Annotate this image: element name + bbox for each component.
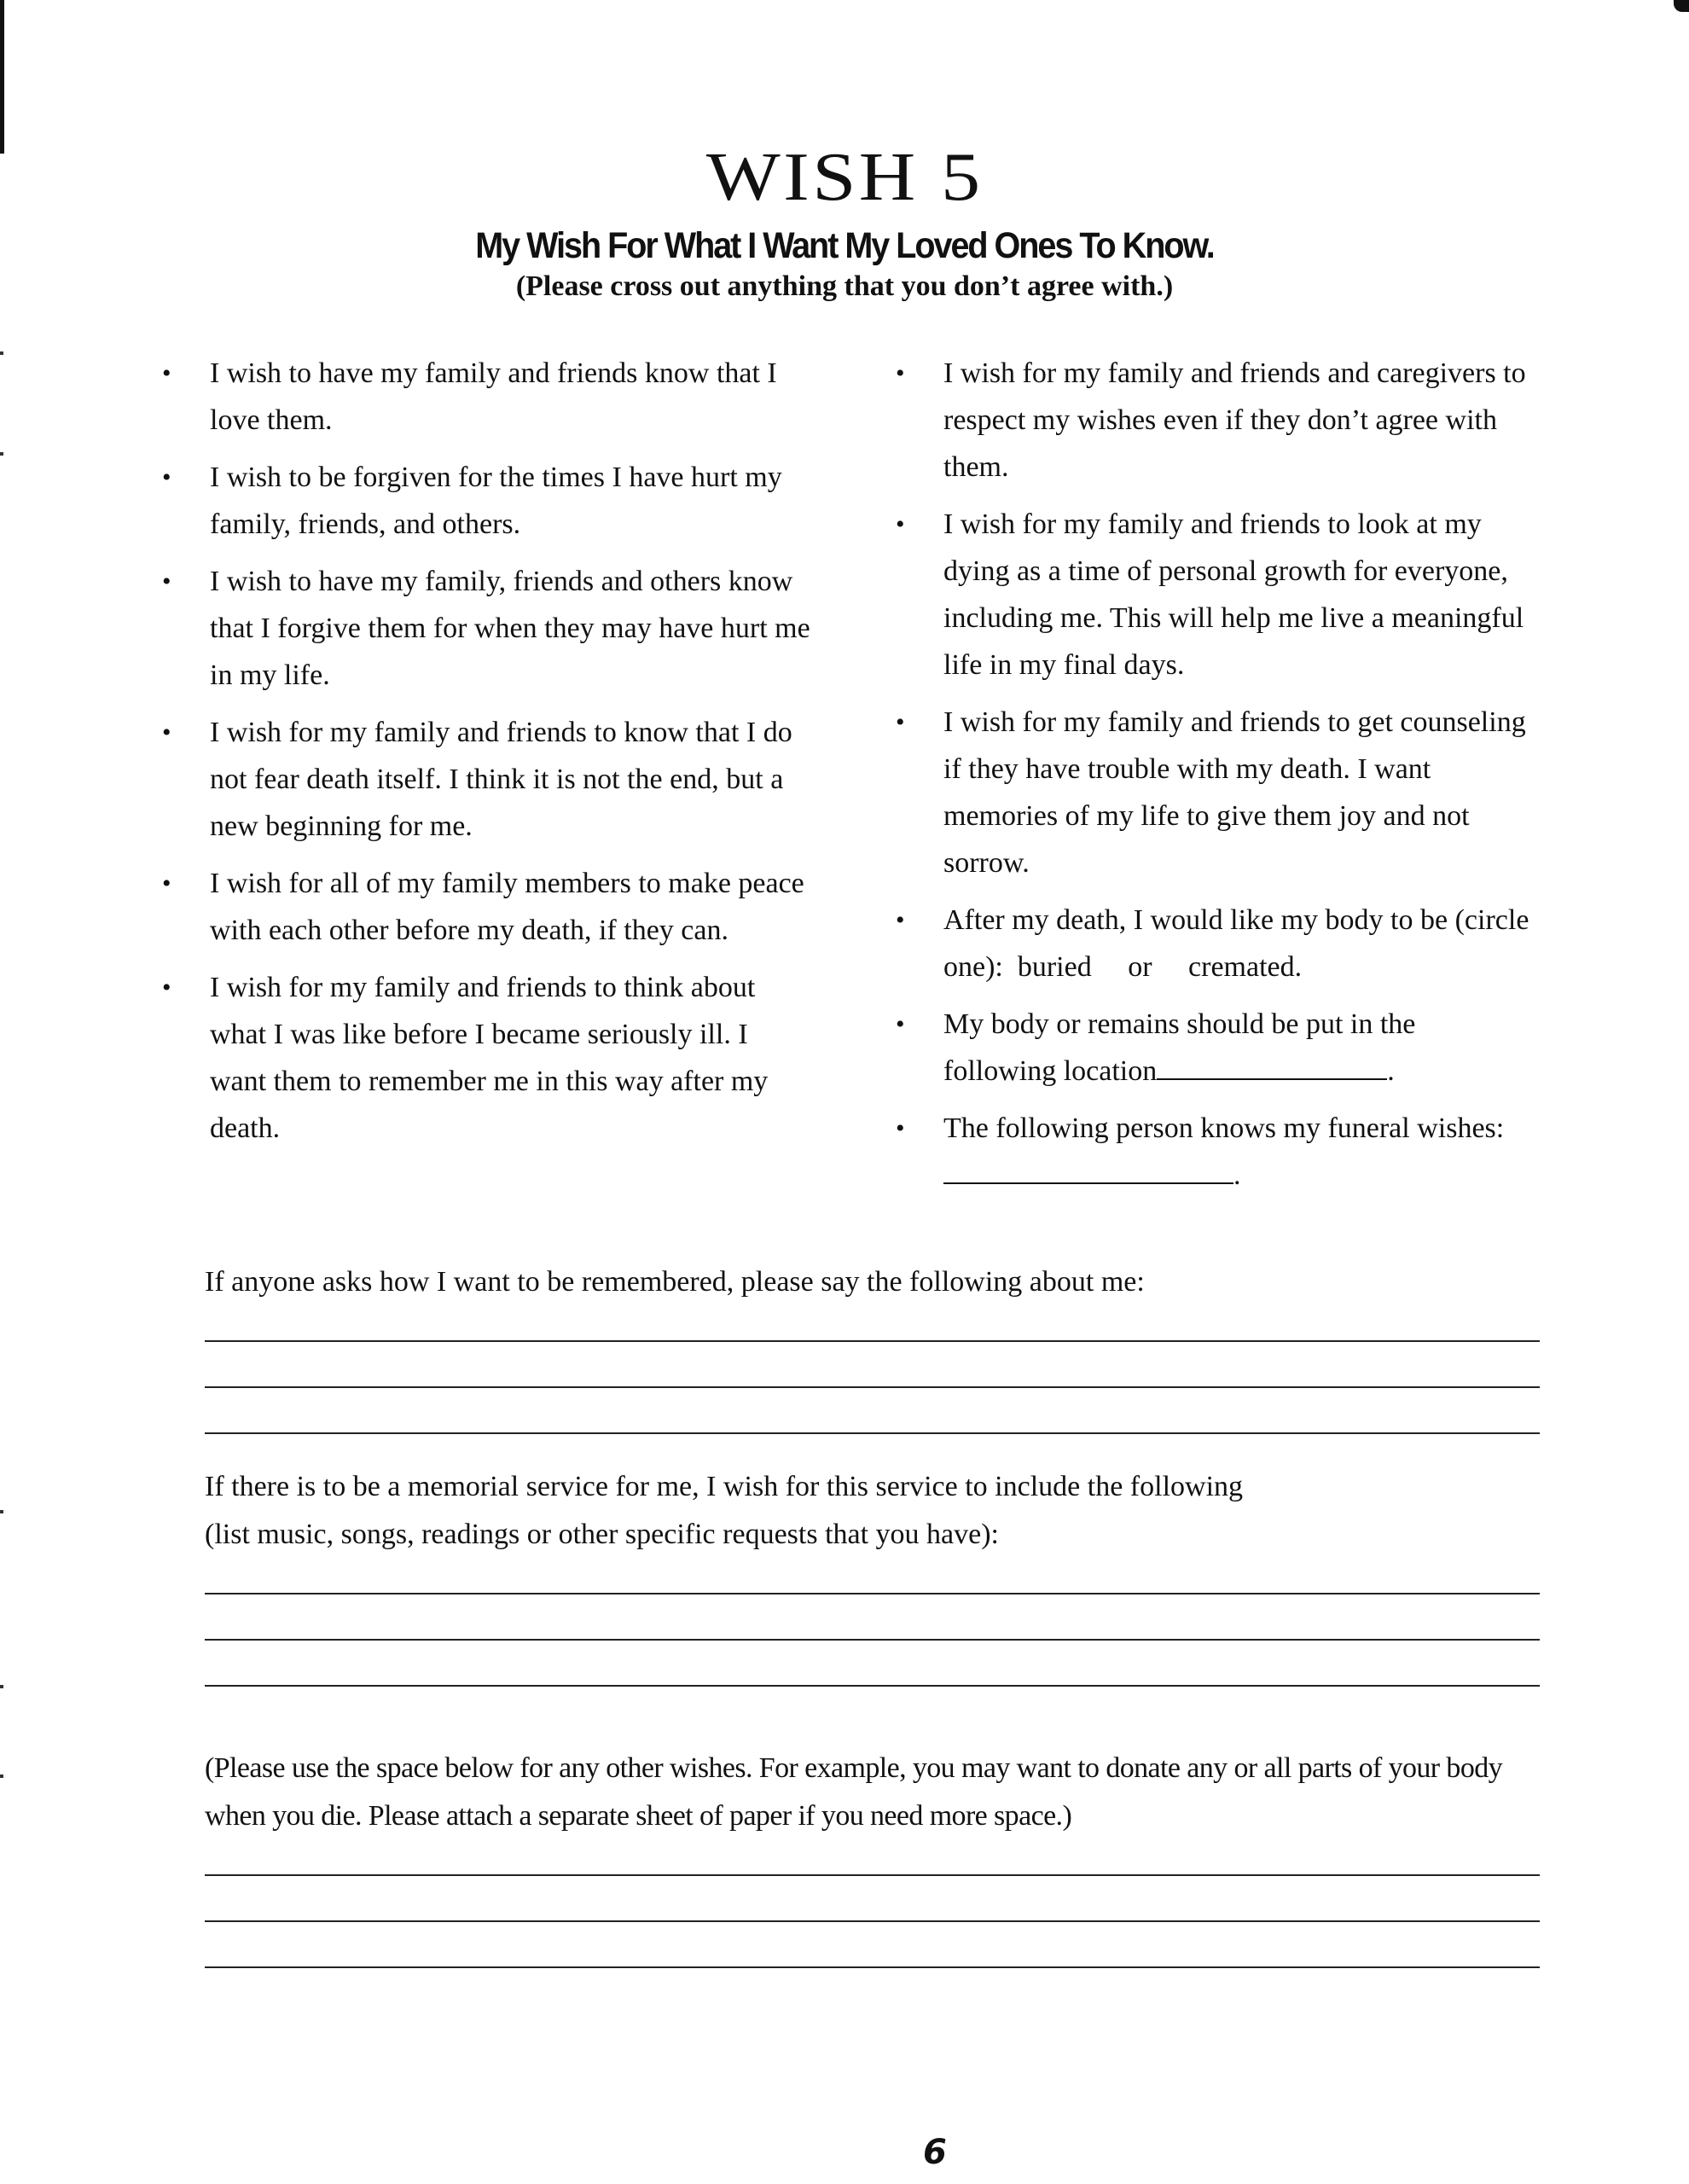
wish-number-title: WISH 5 xyxy=(705,140,984,215)
page-header xyxy=(0,140,1689,303)
wish-item[interactable] xyxy=(887,699,1535,886)
other-wishes-prompt: (Please use the space below for any other wishes. For example, you may want to donate any or all parts of your body when you die. Please attach a separate sheet of paper if you need more space.) xyxy=(205,1752,1503,1832)
wish-item[interactable] xyxy=(154,350,810,444)
wish-item[interactable] xyxy=(887,501,1535,688)
bullet-icon: • xyxy=(162,567,171,595)
option-separator: or xyxy=(1128,951,1152,983)
body-choice-item xyxy=(887,897,1535,990)
wish-item[interactable] xyxy=(154,964,810,1152)
other-wishes-line-1[interactable] xyxy=(205,1874,1540,1876)
memorial-prompt-line-2: (list music, songs, readings or other specific requests that you have): xyxy=(205,1519,999,1550)
wish-text: I wish to be forgiven for the times I have hurt my family, friends, and others. xyxy=(210,462,782,540)
wish-text: I wish for all of my family members to make peace with each other before my death, if they can. xyxy=(210,868,804,946)
other-wishes-section xyxy=(205,1745,1544,1968)
bullet-icon: • xyxy=(896,1114,905,1142)
bullet-icon: • xyxy=(162,869,171,897)
other-wishes-line-3[interactable] xyxy=(205,1966,1540,1968)
wish-item[interactable] xyxy=(154,860,810,954)
instruction-text: (Please cross out anything that you don’t agree with.) xyxy=(515,270,1174,302)
memorial-prompt-line-1: If there is to be a memorial service for me, I wish for this service to include the following xyxy=(205,1471,1244,1502)
remembered-prompt: If anyone asks how I want to be remembered, please say the following about me: xyxy=(205,1266,1145,1298)
body-choice-prompt: After my death, I would like my body to be (circle one): xyxy=(943,904,1529,983)
remembered-line-2[interactable] xyxy=(205,1386,1540,1388)
wish-item[interactable] xyxy=(154,454,810,548)
location-prompt: My body or remains should be put in the following location xyxy=(943,1008,1416,1087)
bullet-icon: • xyxy=(896,1010,905,1038)
left-column-wishes xyxy=(154,350,810,1162)
bullet-icon: • xyxy=(162,973,171,1002)
funeral-person-period: . xyxy=(1233,1159,1241,1191)
other-wishes-line-2[interactable] xyxy=(205,1920,1540,1922)
wish-item[interactable] xyxy=(154,558,810,699)
memorial-line-3[interactable] xyxy=(205,1685,1540,1687)
wish-text: I wish to have my family and friends know that I love them. xyxy=(210,357,777,436)
page-subtitle: My Wish For What I Want My Loved Ones To Know. xyxy=(475,225,1214,266)
location-blank-field[interactable] xyxy=(1157,1049,1387,1080)
bullet-icon: • xyxy=(896,906,905,934)
remembered-line-1[interactable] xyxy=(205,1340,1540,1342)
wish-text: I wish for my family and friends to get counseling if they have trouble with my death. I want memories of my life to give them joy and not sorrow. xyxy=(943,706,1526,879)
bullet-icon: • xyxy=(162,463,171,491)
right-column-wishes xyxy=(887,350,1535,1209)
bullet-icon: • xyxy=(896,708,905,736)
scan-mark xyxy=(0,452,3,456)
wish-text: I wish for my family and friends to know that I do not fear death itself. I think it is not the end, but a new beginning for me. xyxy=(210,717,792,842)
remembered-section xyxy=(205,1258,1544,1434)
memorial-line-1[interactable] xyxy=(205,1593,1540,1594)
scan-mark xyxy=(0,351,3,355)
scan-mark xyxy=(0,1510,3,1513)
wish-text: I wish to have my family, friends and others know that I forgive them for when they may have hurt me in my life. xyxy=(210,566,810,691)
option-buried[interactable]: buried xyxy=(1017,951,1092,983)
wish-item[interactable] xyxy=(887,350,1535,491)
funeral-person-item xyxy=(887,1105,1535,1199)
page-number: 6 xyxy=(923,2133,947,2172)
bullet-icon: • xyxy=(896,359,905,387)
scan-mark xyxy=(0,1685,3,1688)
wish-text: I wish for my family and friends to look at my dying as a time of personal growth for everyone, including me. This will help me live a meaningful life in my final days. xyxy=(943,508,1524,681)
wish-text: I wish for my family and friends to think about what I was like before I became seriously ill. I want them to remember me in this way after my death. xyxy=(210,972,769,1144)
funeral-person-blank-field[interactable] xyxy=(943,1153,1233,1184)
bullet-icon: • xyxy=(162,359,171,387)
wish-text: I wish for my family and friends and caregivers to respect my wishes even if they don’t agree with them. xyxy=(943,357,1526,483)
memorial-section xyxy=(205,1463,1544,1687)
funeral-person-prompt: The following person knows my funeral wishes: xyxy=(943,1112,1505,1144)
bullet-icon: • xyxy=(162,718,171,746)
location-period: . xyxy=(1387,1055,1395,1087)
memorial-line-2[interactable] xyxy=(205,1639,1540,1641)
scan-edge-left xyxy=(0,0,4,154)
remembered-line-3[interactable] xyxy=(205,1432,1540,1434)
scan-mark xyxy=(0,1774,3,1778)
location-item xyxy=(887,1001,1535,1095)
scan-edge-right xyxy=(1674,0,1689,12)
wish-item[interactable] xyxy=(154,709,810,850)
option-cremated[interactable]: cremated. xyxy=(1188,951,1303,983)
bullet-icon: • xyxy=(896,510,905,538)
